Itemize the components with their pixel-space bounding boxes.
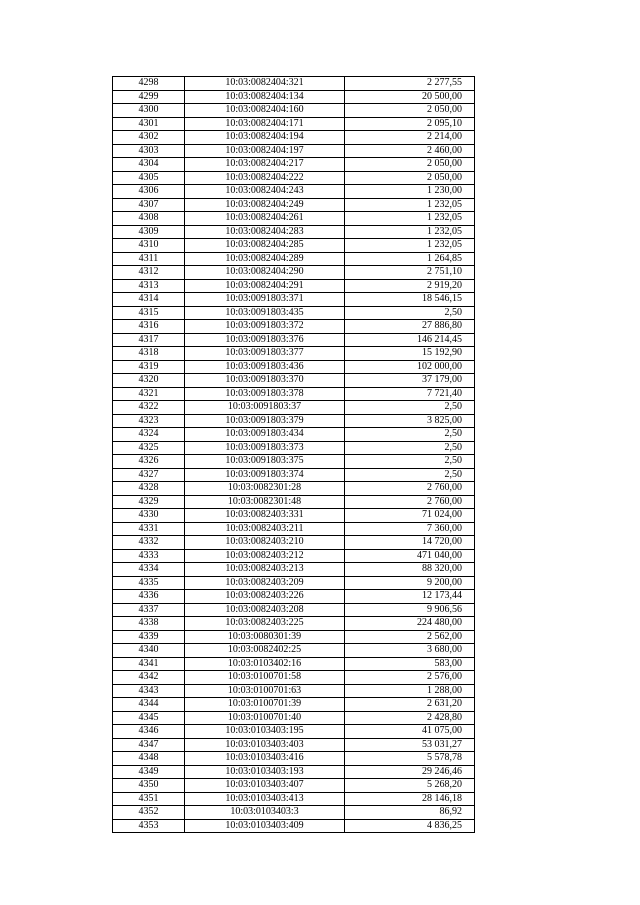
row-number-cell: 4325	[113, 441, 185, 455]
amount-cell: 2 760,00	[345, 482, 475, 496]
table-row	[113, 765, 475, 779]
row-number-cell: 4338	[113, 617, 185, 631]
table-row	[113, 522, 475, 536]
amount-cell: 471 040,00	[345, 549, 475, 563]
table-row	[113, 563, 475, 577]
cadastral-number-cell: 10:03:0082404:160	[185, 104, 345, 118]
row-number-cell: 4300	[113, 104, 185, 118]
table-row	[113, 509, 475, 523]
row-number-cell: 4330	[113, 509, 185, 523]
table-row	[113, 158, 475, 172]
cadastral-number-cell: 10:03:0082404:222	[185, 171, 345, 185]
row-number-cell: 4299	[113, 90, 185, 104]
row-number-cell: 4328	[113, 482, 185, 496]
cadastral-number-cell: 10:03:0091803:372	[185, 320, 345, 334]
row-number-cell: 4345	[113, 711, 185, 725]
table-row	[113, 725, 475, 739]
table-row	[113, 90, 475, 104]
table-row	[113, 117, 475, 131]
amount-cell: 2,50	[345, 306, 475, 320]
row-number-cell: 4305	[113, 171, 185, 185]
row-number-cell: 4312	[113, 266, 185, 280]
amount-cell: 2 095,10	[345, 117, 475, 131]
cadastral-number-cell: 10:03:0100701:63	[185, 684, 345, 698]
row-number-cell: 4298	[113, 77, 185, 91]
row-number-cell: 4336	[113, 590, 185, 604]
row-number-cell: 4307	[113, 198, 185, 212]
amount-cell: 2 760,00	[345, 495, 475, 509]
table-row	[113, 819, 475, 833]
cadastral-number-cell: 10:03:0103403:407	[185, 779, 345, 793]
cadastral-number-cell: 10:03:0082403:331	[185, 509, 345, 523]
table-row	[113, 144, 475, 158]
amount-cell: 12 173,44	[345, 590, 475, 604]
amount-cell: 2 428,80	[345, 711, 475, 725]
amount-cell: 20 500,00	[345, 90, 475, 104]
row-number-cell: 4324	[113, 428, 185, 442]
row-number-cell: 4348	[113, 752, 185, 766]
cadastral-number-cell: 10:03:0082404:134	[185, 90, 345, 104]
table-row	[113, 239, 475, 253]
row-number-cell: 4320	[113, 374, 185, 388]
row-number-cell: 4326	[113, 455, 185, 469]
table-row	[113, 576, 475, 590]
table-row	[113, 806, 475, 820]
table-row	[113, 414, 475, 428]
row-number-cell: 4322	[113, 401, 185, 415]
amount-cell: 2 050,00	[345, 104, 475, 118]
cadastral-number-cell: 10:03:0082404:171	[185, 117, 345, 131]
amount-cell: 2,50	[345, 428, 475, 442]
amount-cell: 2 751,10	[345, 266, 475, 280]
cadastral-number-cell: 10:03:0091803:370	[185, 374, 345, 388]
table-row	[113, 374, 475, 388]
amount-cell: 2 562,00	[345, 630, 475, 644]
table-row	[113, 266, 475, 280]
table-row	[113, 185, 475, 199]
row-number-cell: 4317	[113, 333, 185, 347]
amount-cell: 86,92	[345, 806, 475, 820]
row-number-cell: 4310	[113, 239, 185, 253]
row-number-cell: 4313	[113, 279, 185, 293]
row-number-cell: 4333	[113, 549, 185, 563]
table-row	[113, 428, 475, 442]
row-number-cell: 4340	[113, 644, 185, 658]
cadastral-number-cell: 10:03:0103403:193	[185, 765, 345, 779]
amount-cell: 2 050,00	[345, 171, 475, 185]
row-number-cell: 4329	[113, 495, 185, 509]
table-row	[113, 252, 475, 266]
amount-cell: 583,00	[345, 657, 475, 671]
amount-cell: 71 024,00	[345, 509, 475, 523]
amount-cell: 224 480,00	[345, 617, 475, 631]
table-row	[113, 279, 475, 293]
table-row	[113, 333, 475, 347]
amount-cell: 53 031,27	[345, 738, 475, 752]
amount-cell: 2,50	[345, 401, 475, 415]
cadastral-number-cell: 10:03:0091803:376	[185, 333, 345, 347]
row-number-cell: 4344	[113, 698, 185, 712]
amount-cell: 1 288,00	[345, 684, 475, 698]
row-number-cell: 4315	[113, 306, 185, 320]
amount-cell: 3 825,00	[345, 414, 475, 428]
row-number-cell: 4302	[113, 131, 185, 145]
amount-cell: 14 720,00	[345, 536, 475, 550]
table-row	[113, 77, 475, 91]
table-row	[113, 630, 475, 644]
amount-cell: 1 232,05	[345, 225, 475, 239]
amount-cell: 37 179,00	[345, 374, 475, 388]
table-row	[113, 684, 475, 698]
table-row	[113, 225, 475, 239]
cadastral-number-cell: 10:03:0100701:40	[185, 711, 345, 725]
table-row	[113, 738, 475, 752]
amount-cell: 9 906,56	[345, 603, 475, 617]
amount-cell: 7 360,00	[345, 522, 475, 536]
amount-cell: 2,50	[345, 468, 475, 482]
amount-cell: 3 680,00	[345, 644, 475, 658]
table-row	[113, 792, 475, 806]
cadastral-number-cell: 10:03:0082403:226	[185, 590, 345, 604]
amount-cell: 1 232,05	[345, 198, 475, 212]
cadastral-number-cell: 10:03:0082301:28	[185, 482, 345, 496]
cadastral-number-cell: 10:03:0091803:434	[185, 428, 345, 442]
row-number-cell: 4327	[113, 468, 185, 482]
cadastral-number-cell: 10:03:0091803:37	[185, 401, 345, 415]
amount-cell: 28 146,18	[345, 792, 475, 806]
amount-cell: 2 576,00	[345, 671, 475, 685]
table-row	[113, 779, 475, 793]
cadastral-number-cell: 10:03:0082403:209	[185, 576, 345, 590]
table-row	[113, 698, 475, 712]
table-row	[113, 455, 475, 469]
row-number-cell: 4341	[113, 657, 185, 671]
amount-cell: 88 320,00	[345, 563, 475, 577]
cadastral-number-cell: 10:03:0091803:436	[185, 360, 345, 374]
row-number-cell: 4342	[113, 671, 185, 685]
cadastral-number-cell: 10:03:0082403:210	[185, 536, 345, 550]
row-number-cell: 4323	[113, 414, 185, 428]
cadastral-number-cell: 10:03:0082404:289	[185, 252, 345, 266]
row-number-cell: 4353	[113, 819, 185, 833]
amount-cell: 2 277,55	[345, 77, 475, 91]
row-number-cell: 4337	[113, 603, 185, 617]
table-row	[113, 671, 475, 685]
table-row	[113, 603, 475, 617]
cadastral-number-cell: 10:03:0091803:375	[185, 455, 345, 469]
cadastral-number-cell: 10:03:0091803:371	[185, 293, 345, 307]
amount-cell: 1 264,85	[345, 252, 475, 266]
table-row	[113, 347, 475, 361]
cadastral-number-cell: 10:03:0082403:225	[185, 617, 345, 631]
row-number-cell: 4316	[113, 320, 185, 334]
cadastral-number-cell: 10:03:0082404:243	[185, 185, 345, 199]
table-row	[113, 387, 475, 401]
cadastral-number-cell: 10:03:0103403:195	[185, 725, 345, 739]
table-row	[113, 212, 475, 226]
table-row	[113, 468, 475, 482]
row-number-cell: 4335	[113, 576, 185, 590]
table-row	[113, 198, 475, 212]
cadastral-number-cell: 10:03:0082402:25	[185, 644, 345, 658]
cadastral-number-cell: 10:03:0082404:249	[185, 198, 345, 212]
cadastral-number-cell: 10:03:0082403:212	[185, 549, 345, 563]
cadastral-number-cell: 10:03:0100701:39	[185, 698, 345, 712]
amount-cell: 4 836,25	[345, 819, 475, 833]
cadastral-number-cell: 10:03:0082404:261	[185, 212, 345, 226]
cadastral-number-cell: 10:03:0100701:58	[185, 671, 345, 685]
row-number-cell: 4351	[113, 792, 185, 806]
row-number-cell: 4301	[113, 117, 185, 131]
table-row	[113, 482, 475, 496]
amount-cell: 2,50	[345, 441, 475, 455]
table-row	[113, 711, 475, 725]
row-number-cell: 4349	[113, 765, 185, 779]
amount-cell: 1 230,00	[345, 185, 475, 199]
amount-cell: 27 886,80	[345, 320, 475, 334]
table-row	[113, 171, 475, 185]
cadastral-number-cell: 10:03:0082404:321	[185, 77, 345, 91]
amount-cell: 2 214,00	[345, 131, 475, 145]
amount-cell: 2,50	[345, 455, 475, 469]
amount-cell: 7 721,40	[345, 387, 475, 401]
amount-cell: 9 200,00	[345, 576, 475, 590]
amount-cell: 41 075,00	[345, 725, 475, 739]
cadastral-number-cell: 10:03:0082301:48	[185, 495, 345, 509]
row-number-cell: 4318	[113, 347, 185, 361]
row-number-cell: 4343	[113, 684, 185, 698]
amount-cell: 102 000,00	[345, 360, 475, 374]
cadastral-number-cell: 10:03:0082404:285	[185, 239, 345, 253]
row-number-cell: 4347	[113, 738, 185, 752]
cadastral-number-cell: 10:03:0082404:197	[185, 144, 345, 158]
table-row	[113, 549, 475, 563]
cadastral-number-cell: 10:03:0103403:3	[185, 806, 345, 820]
row-number-cell: 4331	[113, 522, 185, 536]
cadastral-number-cell: 10:03:0080301:39	[185, 630, 345, 644]
table-row	[113, 617, 475, 631]
row-number-cell: 4350	[113, 779, 185, 793]
row-number-cell: 4309	[113, 225, 185, 239]
cadastral-number-cell: 10:03:0091803:379	[185, 414, 345, 428]
cadastral-number-cell: 10:03:0103403:409	[185, 819, 345, 833]
amount-cell: 29 246,46	[345, 765, 475, 779]
row-number-cell: 4303	[113, 144, 185, 158]
amount-cell: 2 460,00	[345, 144, 475, 158]
cadastral-number-cell: 10:03:0091803:373	[185, 441, 345, 455]
row-number-cell: 4346	[113, 725, 185, 739]
cadastral-number-cell: 10:03:0082403:208	[185, 603, 345, 617]
table-row	[113, 360, 475, 374]
row-number-cell: 4321	[113, 387, 185, 401]
cadastral-number-cell: 10:03:0082404:217	[185, 158, 345, 172]
table-row	[113, 104, 475, 118]
cadastral-number-cell: 10:03:0091803:435	[185, 306, 345, 320]
amount-cell: 5 268,20	[345, 779, 475, 793]
cadastral-number-cell: 10:03:0091803:378	[185, 387, 345, 401]
row-number-cell: 4319	[113, 360, 185, 374]
amount-cell: 1 232,05	[345, 212, 475, 226]
cadastral-number-cell: 10:03:0103403:403	[185, 738, 345, 752]
row-number-cell: 4332	[113, 536, 185, 550]
row-number-cell: 4306	[113, 185, 185, 199]
table-row	[113, 495, 475, 509]
cadastral-number-cell: 10:03:0103403:416	[185, 752, 345, 766]
cadastral-number-cell: 10:03:0082404:194	[185, 131, 345, 145]
cadastral-number-cell: 10:03:0082403:211	[185, 522, 345, 536]
row-number-cell: 4352	[113, 806, 185, 820]
amount-cell: 2 631,20	[345, 698, 475, 712]
table-row	[113, 293, 475, 307]
row-number-cell: 4339	[113, 630, 185, 644]
row-number-cell: 4314	[113, 293, 185, 307]
registry-table-body	[113, 77, 475, 833]
table-row	[113, 657, 475, 671]
table-row	[113, 644, 475, 658]
table-row	[113, 752, 475, 766]
table-row	[113, 401, 475, 415]
cadastral-number-cell: 10:03:0091803:377	[185, 347, 345, 361]
amount-cell: 1 232,05	[345, 239, 475, 253]
cadastral-number-cell: 10:03:0103403:413	[185, 792, 345, 806]
table-row	[113, 441, 475, 455]
amount-cell: 146 214,45	[345, 333, 475, 347]
cadastral-number-cell: 10:03:0082404:290	[185, 266, 345, 280]
row-number-cell: 4334	[113, 563, 185, 577]
table-row	[113, 306, 475, 320]
table-row	[113, 536, 475, 550]
row-number-cell: 4304	[113, 158, 185, 172]
amount-cell: 15 192,90	[345, 347, 475, 361]
amount-cell: 2 050,00	[345, 158, 475, 172]
cadastral-number-cell: 10:03:0103402:16	[185, 657, 345, 671]
registry-table	[112, 76, 475, 833]
row-number-cell: 4308	[113, 212, 185, 226]
amount-cell: 2 919,20	[345, 279, 475, 293]
table-row	[113, 131, 475, 145]
amount-cell: 18 546,15	[345, 293, 475, 307]
cadastral-number-cell: 10:03:0082404:283	[185, 225, 345, 239]
cadastral-number-cell: 10:03:0082403:213	[185, 563, 345, 577]
amount-cell: 5 578,78	[345, 752, 475, 766]
cadastral-number-cell: 10:03:0091803:374	[185, 468, 345, 482]
table-row	[113, 320, 475, 334]
cadastral-number-cell: 10:03:0082404:291	[185, 279, 345, 293]
row-number-cell: 4311	[113, 252, 185, 266]
table-row	[113, 590, 475, 604]
